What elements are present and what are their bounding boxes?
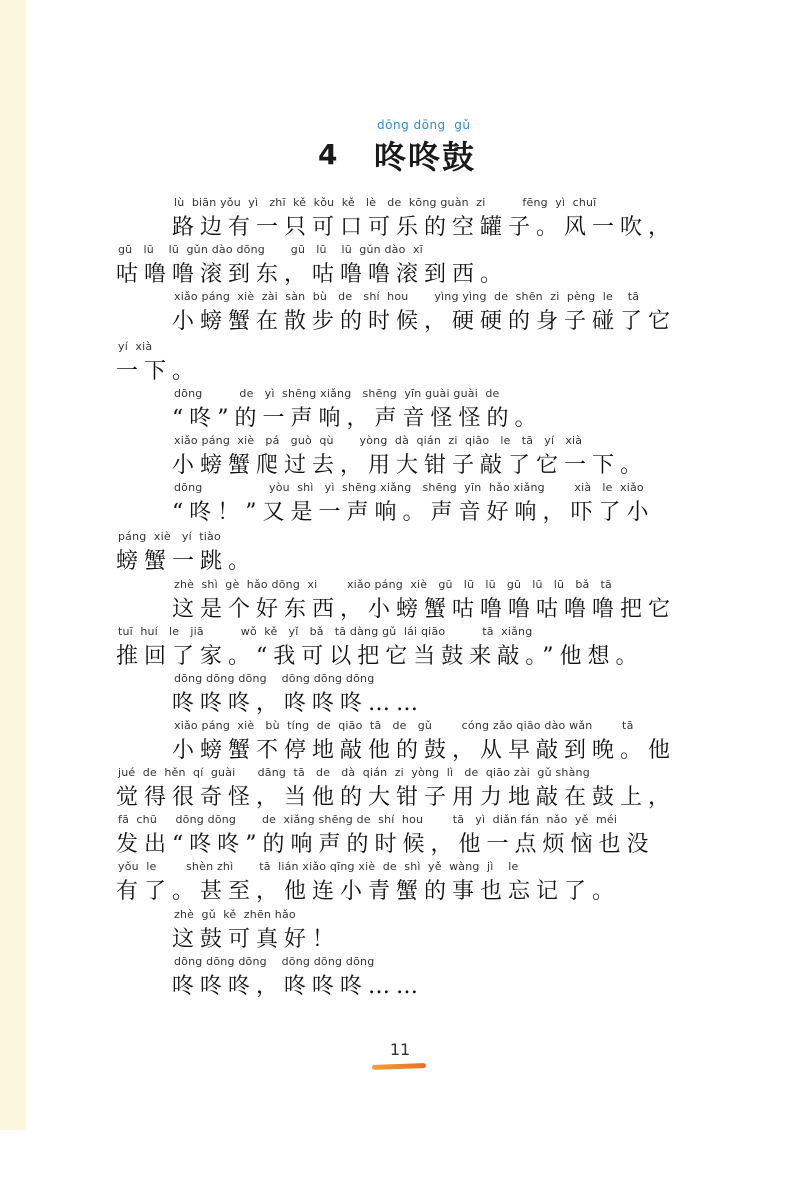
hanzi-line: 这鼓可真好！ [172, 927, 341, 952]
pinyin-line: dōng dōng dōng dōng dōng dōng [174, 955, 375, 968]
pinyin-line: gū lū lū gǔn dào dōng gū lū lū gǔn dào xī [118, 243, 423, 256]
page-margin-strip [0, 0, 26, 1130]
pinyin-line: jué de hěn qí guài dāng tā de dà qián zi yòng lì de qiāo zài gǔ shàng [118, 766, 590, 779]
hanzi-line: 咚咚咚，咚咚咚…… [172, 691, 425, 716]
hanzi-line: 推回了家。“我可以把它当鼓来敲。”他想。 [116, 644, 644, 669]
pinyin-line: lù biān yǒu yì zhī kě kǒu kě lè de kōng guàn zi fēng yì chuī [174, 196, 597, 209]
page-number-underline [372, 1063, 426, 1070]
hanzi-line: 发出“咚咚”的响声的时候，他一点烦恼也没 [116, 832, 655, 857]
hanzi-line: 路边有一只可口可乐的空罐子。风一吹， [172, 215, 677, 240]
pinyin-line: páng xiè yí tiào [118, 530, 221, 543]
pinyin-line: fā chū dōng dōng de xiǎng shēng de shí hou tā yì diǎn fán nǎo yě méi [118, 813, 618, 826]
hanzi-line: 螃蟹一跳。 [116, 549, 257, 574]
pinyin-line: xiǎo páng xiè zài sàn bù de shí hou yìng yìng de shēn zi pèng le tā [174, 290, 640, 303]
hanzi-line: “咚！”又是一声响。声音好响，吓了小 [172, 500, 655, 525]
pinyin-line: zhè gǔ kě zhēn hǎo [174, 908, 296, 921]
pinyin-line: yǒu le shèn zhì tā lián xiǎo qīng xiè de shì yě wàng jì le [118, 860, 519, 873]
pinyin-line: tuī huí le jiā wǒ kě yǐ bǎ tā dàng gǔ lái qiāo tā xiǎng [118, 625, 533, 638]
hanzi-line: 咚咚咚，咚咚咚…… [172, 974, 425, 999]
pinyin-line: yí xià [118, 340, 153, 353]
lesson-title-text: 咚咚鼓 [374, 138, 477, 176]
lesson-number: 4 [318, 138, 338, 171]
pinyin-line: dōng yòu shì yì shēng xiǎng shēng yīn hǎo xiǎng xià le xiǎo [174, 481, 644, 494]
hanzi-line: 小螃蟹爬过去，用大钳子敲了它一下。 [172, 453, 649, 478]
hanzi-line: 这是个好东西，小螃蟹咕噜噜咕噜噜把它 [172, 597, 677, 622]
pinyin-line: dōng de yì shēng xiǎng shēng yīn guài guài de [174, 387, 500, 400]
pinyin-line: dōng dōng dōng dōng dōng dōng [174, 672, 375, 685]
pinyin-line: zhè shì gè hǎo dōng xi xiǎo páng xiè gū lū lū gū lū lū bǎ tā [174, 578, 612, 591]
hanzi-line: 咕噜噜滚到东，咕噜噜滚到西。 [116, 262, 509, 287]
hanzi-line: “咚”的一声响，声音怪怪的。 [172, 406, 543, 431]
title-pinyin: dōng dōng gǔ [377, 118, 471, 132]
pinyin-line: xiǎo páng xiè bù tíng de qiāo tā de gǔ cóng zǎo qiāo dào wǎn tā [174, 719, 634, 732]
hanzi-line: 小螃蟹在散步的时候，硬硬的身子碰了它 [172, 309, 677, 334]
hanzi-line: 一下。 [116, 359, 201, 384]
hanzi-line: 小螃蟹不停地敲他的鼓，从早敲到晚。他 [172, 738, 677, 763]
pinyin-line: xiǎo páng xiè pá guò qù yòng dà qián zi qiāo le tā yí xià [174, 434, 583, 447]
hanzi-line: 有了。甚至，他连小青蟹的事也忘记了。 [116, 879, 621, 904]
hanzi-line: 觉得很奇怪，当他的大钳子用力地敲在鼓上， [116, 785, 677, 810]
page-number: 11 [389, 1040, 411, 1059]
